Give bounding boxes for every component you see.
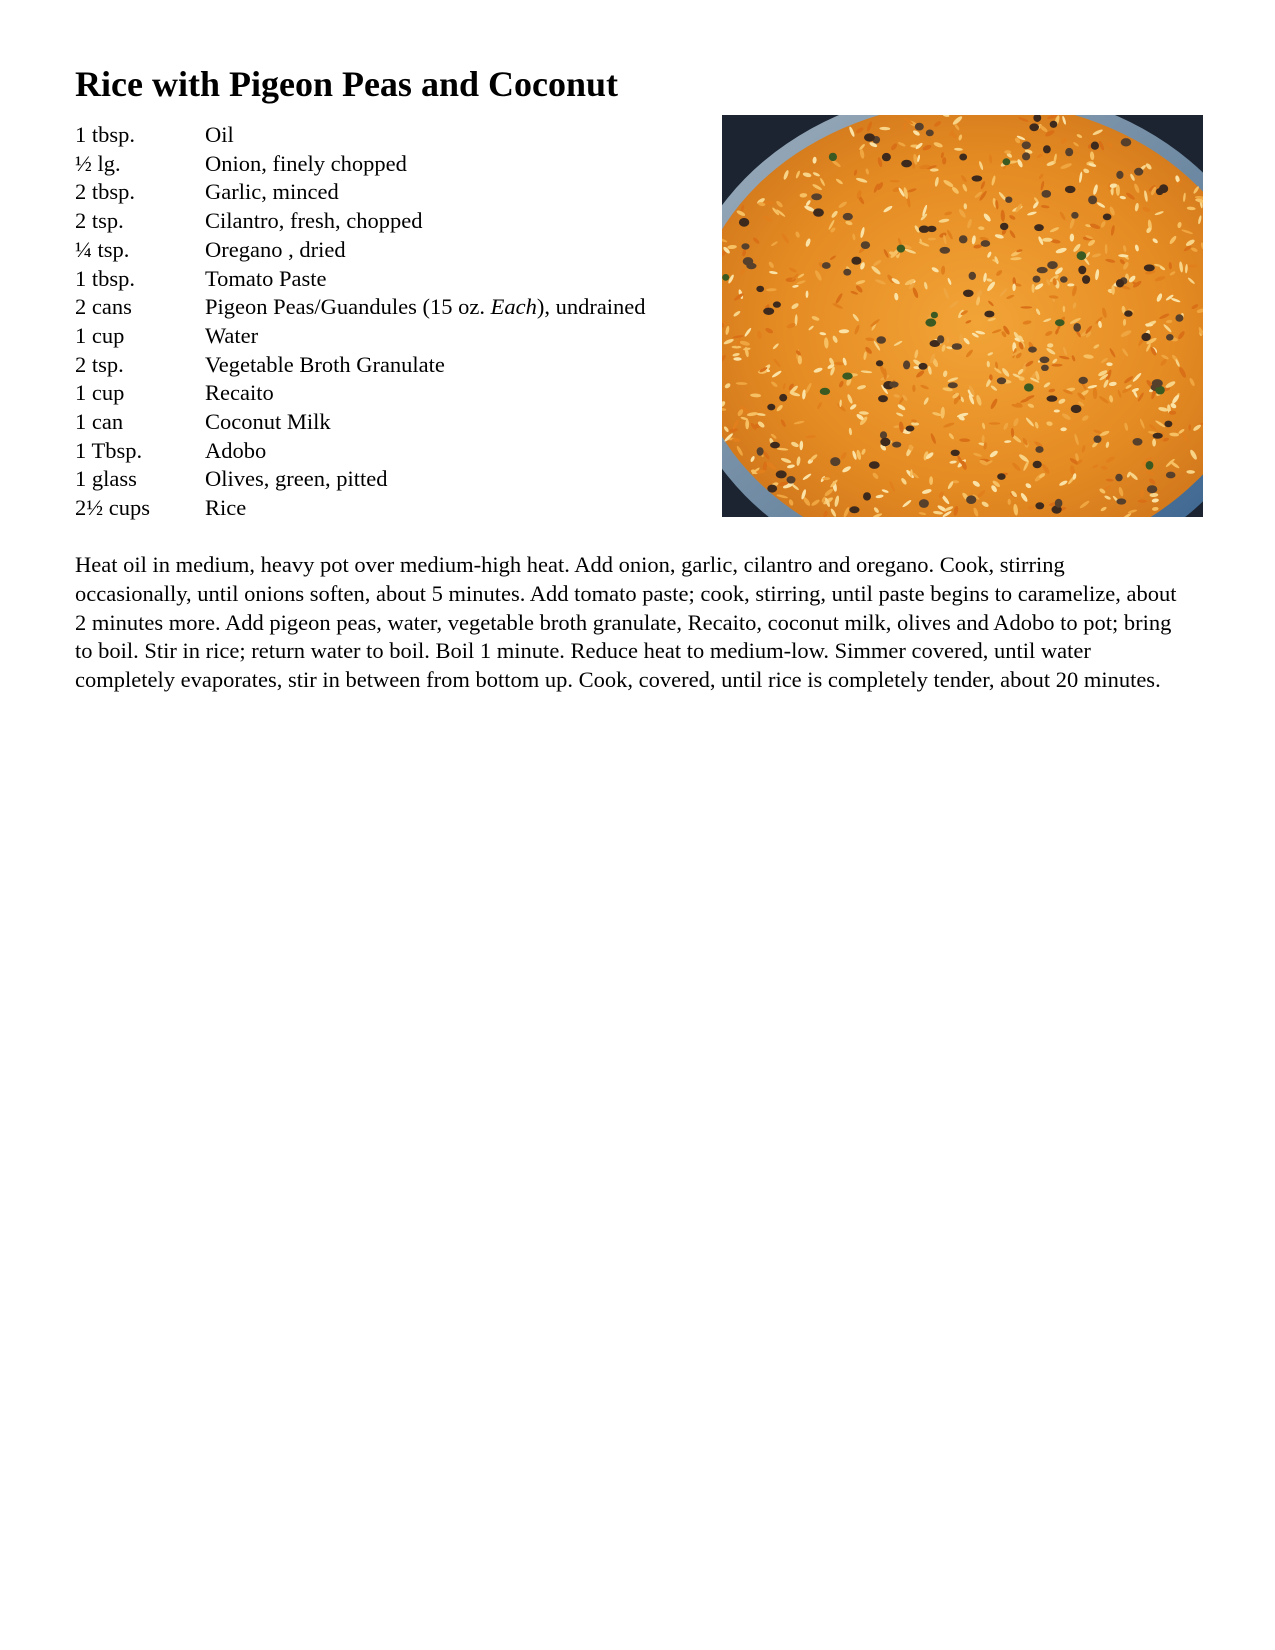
pigeon-pea xyxy=(851,257,861,265)
pigeon-pea xyxy=(1033,276,1041,283)
pigeon-pea xyxy=(822,262,831,269)
ingredient-name: Garlic, minced xyxy=(205,179,339,205)
pigeon-pea xyxy=(1153,433,1163,439)
ingredient-name-part: ), undrained xyxy=(536,294,646,320)
pigeon-pea xyxy=(1071,405,1082,413)
cilantro-fleck xyxy=(1146,461,1154,470)
pigeon-pea xyxy=(876,360,883,366)
pigeon-pea xyxy=(1103,214,1112,221)
pigeon-pea xyxy=(966,495,976,504)
pigeon-pea xyxy=(915,123,924,131)
pigeon-pea xyxy=(1047,261,1058,269)
rice-dish-photo xyxy=(722,115,1203,517)
ingredient-quantity: 1 glass xyxy=(75,466,137,492)
ingredient-row xyxy=(75,351,646,380)
pigeon-pea xyxy=(767,404,775,411)
pigeon-pea xyxy=(1078,266,1086,275)
ingredient-name: Vegetable Broth Granulate xyxy=(205,351,445,377)
ingredient-name: Cilantro, fresh, chopped xyxy=(205,208,423,234)
pigeon-pea xyxy=(1071,212,1078,219)
cilantro-fleck xyxy=(931,312,938,319)
cilantro-fleck xyxy=(820,388,830,395)
rice-pot-illustration xyxy=(722,115,1203,517)
pigeon-pea xyxy=(1134,168,1143,176)
pigeon-pea xyxy=(889,381,898,387)
ingredient-name: Water xyxy=(205,322,259,348)
ingredient-row xyxy=(75,207,646,236)
cilantro-fleck xyxy=(1003,158,1011,165)
pigeon-pea xyxy=(972,175,983,181)
pigeon-pea xyxy=(1065,186,1076,193)
ingredient-quantity: 1 tbsp. xyxy=(75,265,136,291)
ingredient-row xyxy=(75,494,646,523)
pigeon-pea xyxy=(903,360,910,369)
cilantro-fleck xyxy=(897,245,905,253)
ingredient-quantity: 1 cup xyxy=(75,380,125,406)
ingredient-name: Rice xyxy=(205,495,247,521)
ingredient-quantity: ¼ tsp. xyxy=(75,236,130,262)
ingredient-quantity: 2 tsp. xyxy=(75,208,124,234)
ingredient-row xyxy=(75,322,646,351)
pigeon-pea xyxy=(919,499,929,508)
pigeon-pea xyxy=(948,382,958,388)
pigeon-pea xyxy=(1175,314,1183,322)
ingredient-quantity: 2½ cups xyxy=(75,495,150,521)
pigeon-pea xyxy=(1091,142,1099,150)
cilantro-fleck xyxy=(1055,319,1065,326)
pigeon-pea xyxy=(1144,264,1155,271)
pigeon-pea xyxy=(811,193,822,200)
cilantro-fleck xyxy=(1077,251,1087,260)
pigeon-pea xyxy=(746,263,756,269)
pigeon-pea xyxy=(1005,197,1012,203)
pigeon-pea xyxy=(969,272,976,280)
ingredient-quantity: 1 Tbsp. xyxy=(75,437,143,463)
cilantro-fleck xyxy=(842,373,852,380)
pigeon-pea xyxy=(959,154,967,161)
pigeon-pea xyxy=(1121,138,1132,146)
pigeon-pea xyxy=(919,363,928,370)
ingredient-name-emphasis: Each xyxy=(490,294,537,320)
pigeon-pea xyxy=(1147,485,1157,493)
ingredient-name: Onion, finely chopped xyxy=(205,150,407,176)
pigeon-pea xyxy=(779,394,787,402)
pigeon-pea xyxy=(901,160,912,168)
pigeon-pea xyxy=(880,431,887,439)
pigeon-pea xyxy=(906,426,915,432)
pigeon-pea xyxy=(1133,438,1143,446)
cilantro-fleck xyxy=(925,319,936,327)
ingredient-row xyxy=(75,178,646,207)
pigeon-pea xyxy=(1037,267,1048,273)
cilantro-fleck xyxy=(1024,383,1034,391)
pigeon-pea xyxy=(770,442,780,449)
ingredient-row xyxy=(75,408,646,437)
pigeon-pea xyxy=(876,336,886,343)
ingredient-row xyxy=(75,437,646,466)
pigeon-pea xyxy=(1043,145,1051,153)
pigeon-pea xyxy=(926,130,934,137)
pigeon-pea xyxy=(1166,472,1176,479)
pigeon-pea xyxy=(878,395,888,402)
pigeon-pea xyxy=(1152,379,1163,387)
ingredient-name-part: Pigeon Peas/Guandules (15 oz. xyxy=(205,294,491,320)
pigeon-pea xyxy=(861,241,870,249)
pigeon-pea xyxy=(776,470,787,478)
pigeon-pea xyxy=(830,457,840,466)
pigeon-pea xyxy=(880,438,890,446)
pigeon-pea xyxy=(1116,171,1123,179)
pigeon-pea xyxy=(1035,502,1044,509)
pigeon-pea xyxy=(1047,395,1058,401)
ingredient-quantity: 1 cup xyxy=(75,322,125,348)
pigeon-pea xyxy=(1034,224,1044,231)
pigeon-pea xyxy=(1035,446,1043,453)
ingredient-list xyxy=(75,121,646,523)
ingredient-name: Oregano , dried xyxy=(205,236,346,262)
pigeon-pea xyxy=(940,247,951,254)
pigeon-pea xyxy=(763,308,774,315)
pigeon-pea xyxy=(882,153,891,161)
pigeon-pea xyxy=(849,506,859,513)
ingredient-quantity: 2 cans xyxy=(75,294,132,320)
ingredient-name: Coconut Milk xyxy=(205,409,331,435)
pigeon-pea xyxy=(1050,121,1058,128)
pigeon-pea xyxy=(1088,196,1097,205)
ingredient-name: Tomato Paste xyxy=(205,265,327,291)
rice-grain xyxy=(989,422,1001,425)
pigeon-pea xyxy=(1124,310,1132,316)
pigeon-pea xyxy=(843,213,853,220)
pigeon-pea xyxy=(981,240,991,247)
ingredient-quantity: 1 tbsp. xyxy=(75,122,136,147)
rice-grain xyxy=(1042,238,1052,242)
pigeon-pea xyxy=(767,485,777,493)
pigeon-pea xyxy=(1156,188,1163,195)
pigeon-pea xyxy=(997,473,1005,480)
rice-grain xyxy=(745,419,749,429)
ingredient-name: Oil xyxy=(205,122,234,147)
pigeon-pea xyxy=(741,243,749,249)
pigeon-pea xyxy=(1079,377,1088,384)
pigeon-pea xyxy=(1041,365,1049,371)
pigeon-pea xyxy=(963,290,974,297)
pigeon-pea xyxy=(1065,148,1073,156)
pigeon-pea xyxy=(1022,152,1030,160)
pigeon-pea xyxy=(1164,421,1172,428)
rice-grain xyxy=(1004,150,1011,154)
pigeon-pea xyxy=(892,442,901,448)
ingredient-quantity: 2 tsp. xyxy=(75,351,124,377)
pigeon-pea xyxy=(1000,223,1008,230)
rice-grain xyxy=(929,476,933,485)
pigeon-pea xyxy=(984,311,994,318)
pigeon-pea xyxy=(951,450,960,456)
pigeon-pea xyxy=(739,218,749,227)
cilantro-fleck xyxy=(722,274,729,281)
ingredient-row xyxy=(75,236,646,265)
pigeon-pea xyxy=(757,447,764,456)
pigeon-pea xyxy=(863,492,871,500)
cilantro-fleck xyxy=(829,153,837,161)
pigeon-pea xyxy=(1060,276,1068,282)
pigeon-pea xyxy=(1115,474,1122,482)
pigeon-pea xyxy=(959,235,968,243)
pigeon-pea xyxy=(1029,123,1039,131)
pigeon-pea xyxy=(864,133,875,141)
rice-grain xyxy=(1020,306,1032,308)
ingredient-quantity: 2 tbsp. xyxy=(75,179,136,205)
pigeon-pea xyxy=(787,476,796,484)
pigeon-pea xyxy=(1141,333,1150,341)
pigeon-pea xyxy=(952,343,962,350)
ingredient-name xyxy=(205,293,646,322)
recipe-title: Rice with Pigeon Peas and Coconut xyxy=(75,64,618,104)
pigeon-pea xyxy=(1033,461,1042,468)
ingredient-name: Adobo xyxy=(205,437,267,463)
pigeon-pea xyxy=(1082,275,1090,284)
ingredient-row xyxy=(75,121,646,150)
pigeon-pea xyxy=(1166,334,1174,341)
ingredient-row xyxy=(75,150,646,179)
ingredient-row xyxy=(75,379,646,408)
pigeon-pea xyxy=(1022,141,1031,149)
ingredient-name: Recaito xyxy=(205,380,274,406)
pigeon-pea xyxy=(937,335,944,343)
ingredient-quantity: 1 can xyxy=(75,409,124,435)
ingredient-row xyxy=(75,293,646,322)
ingredient-row xyxy=(75,465,646,494)
ingredient-row xyxy=(75,265,646,294)
pigeon-pea xyxy=(756,286,764,292)
pigeon-pea xyxy=(997,377,1006,384)
pigeon-pea xyxy=(1094,436,1102,443)
pigeon-pea xyxy=(773,301,781,307)
pigeon-pea xyxy=(1073,323,1081,332)
recipe-instructions: Heat oil in medium, heavy pot over medium-high heat. Add onion, garlic, cilantro and oregano. Cook, stirring occasionally, until onions soften, about 5 minutes. Add tomato paste; cook, stirring, until paste begins to caramelize, about 2 minutes more. Add pigeon peas, water, vegetable broth granulate, Recaito, coconut milk, olives and Adobo to pot; bring to boil. Stir in rice; return water to boil. Boil 1 minute. Reduce heat to medium-low. Simmer covered, until water completely evaporates, stir in between from bottom up. Cook, covered, until rice is completely tender, about 20 minutes. xyxy=(75,552,1177,693)
pigeon-pea xyxy=(869,461,880,469)
pigeon-pea xyxy=(919,226,930,233)
pigeon-pea xyxy=(1055,499,1063,508)
pigeon-pea xyxy=(843,269,851,276)
pigeon-pea xyxy=(813,208,824,216)
pigeon-pea xyxy=(1039,357,1049,364)
ingredient-quantity: ½ lg. xyxy=(75,150,121,176)
pigeon-pea xyxy=(1116,498,1126,504)
pigeon-pea xyxy=(1042,190,1052,198)
pigeon-pea xyxy=(1028,347,1037,353)
ingredient-name: Olives, green, pitted xyxy=(205,466,388,492)
pigeon-pea xyxy=(1116,279,1124,287)
